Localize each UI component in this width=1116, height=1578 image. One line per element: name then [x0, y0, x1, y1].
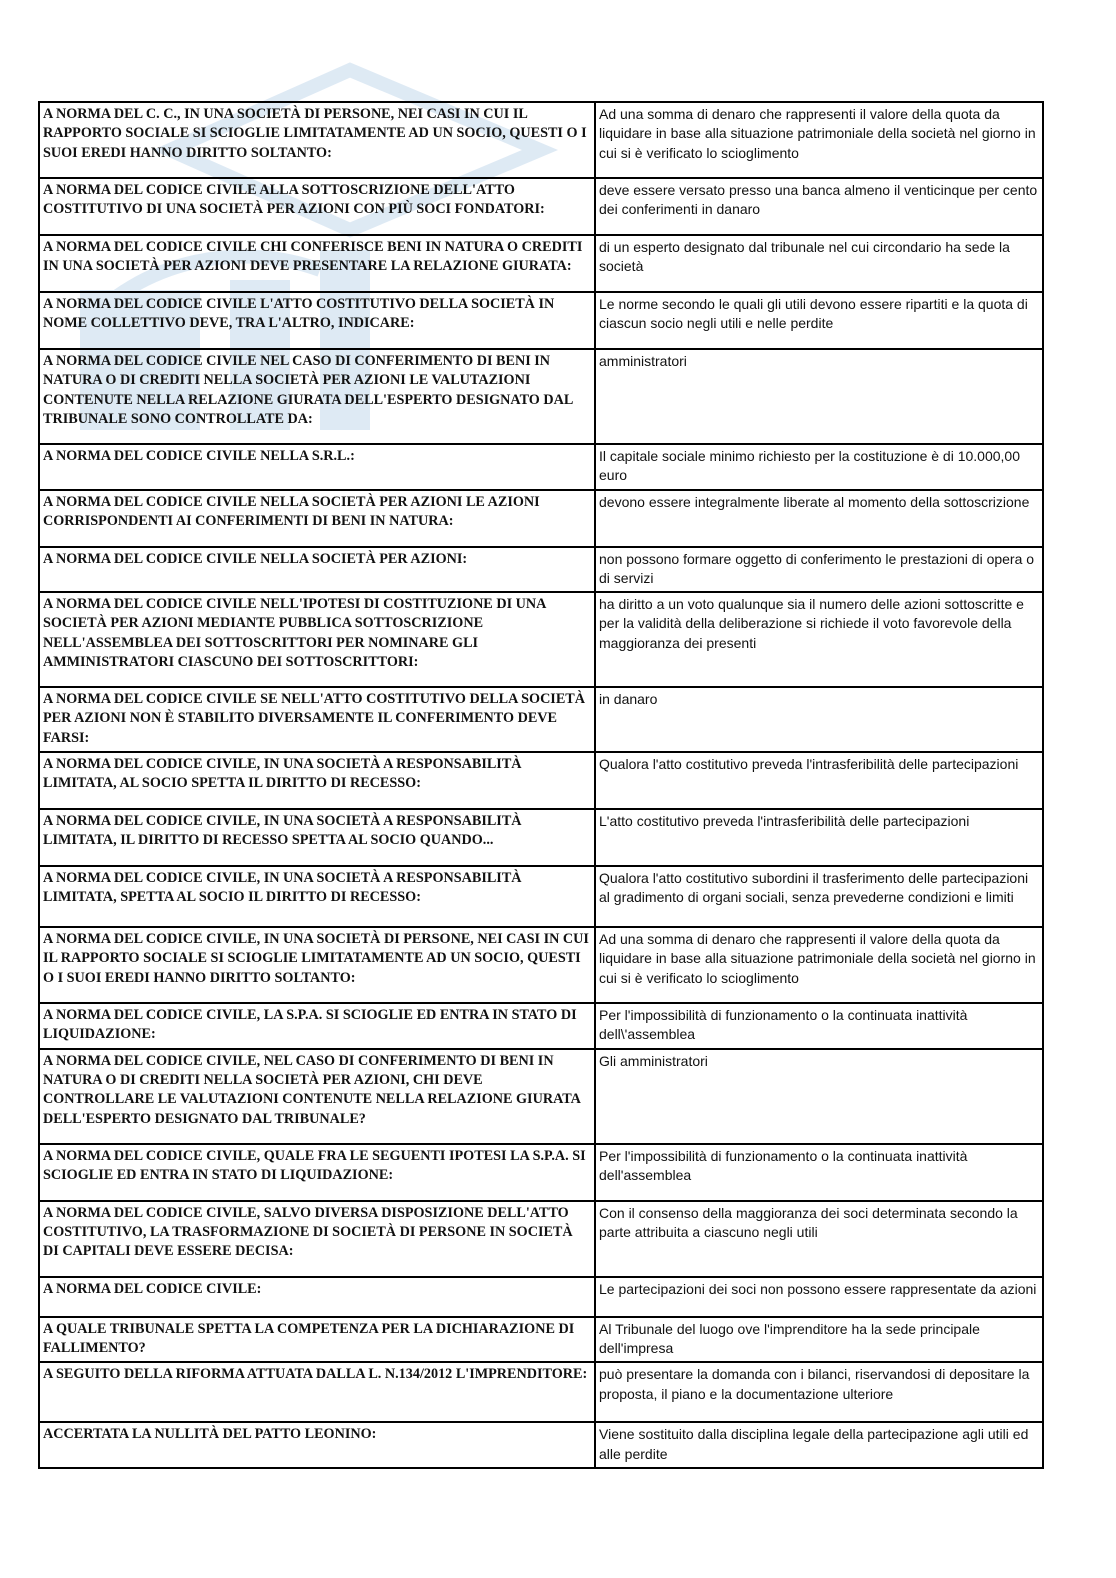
question-cell: A NORMA DEL CODICE CIVILE SE NELL'ATTO COSTITUTIVO DELLA SOCIETÀ PER AZIONI NON È STABILITO DIVERSAMENTE IL CONFERIMENTO DEVE FARSI: [39, 687, 595, 752]
question-cell: A NORMA DEL CODICE CIVILE, IN UNA SOCIETÀ A RESPONSABILITÀ LIMITATA, AL SOCIO SPETTA IL DIRITTO DI RECESSO: [39, 752, 595, 809]
answer-cell: Qualora l'atto costitutivo subordini il trasferimento delle partecipazioni al gradimento di organi sociali, senza prevederne condizioni e limiti [595, 866, 1043, 927]
question-cell: A NORMA DEL CODICE CIVILE NEL CASO DI CONFERIMENTO DI BENI IN NATURA O DI CREDITI NELLA SOCIETÀ PER AZIONI LE VALUTAZIONI CONTENUTE NELLA RELAZIONE GIURATA DELL'ESPERTO DESIGNATO DAL TRIBUNALE SONO CONTROLLATE DA: [39, 349, 595, 444]
answer-cell: Il capitale sociale minimo richiesto per la costituzione è di 10.000,00 euro [595, 444, 1043, 490]
answer-cell: non possono formare oggetto di conferimento le prestazioni di opera o di servizi [595, 547, 1043, 593]
question-cell: A NORMA DEL CODICE CIVILE: [39, 1277, 595, 1317]
question-cell: A NORMA DEL CODICE CIVILE, LA S.P.A. SI SCIOGLIE ED ENTRA IN STATO DI LIQUIDAZIONE: [39, 1003, 595, 1049]
answer-cell: Con il consenso della maggioranza dei soci determinata secondo la parte attribuita a ciascuno negli utili [595, 1201, 1043, 1277]
answer-cell: Gli amministratori [595, 1049, 1043, 1144]
question-cell: A NORMA DEL CODICE CIVILE, IN UNA SOCIETÀ A RESPONSABILITÀ LIMITATA, IL DIRITTO DI RECESSO SPETTA AL SOCIO QUANDO... [39, 809, 595, 866]
question-cell: A NORMA DEL CODICE CIVILE NELL'IPOTESI DI COSTITUZIONE DI UNA SOCIETÀ PER AZIONI MEDIANTE PUBBLICA SOTTOSCRIZIONE NELL'ASSEMBLEA DEI SOTTOSCRITTORI PER NOMINARE GLI AMMINISTRATORI CIASCUNO DEI SOTTOSCRITTORI: [39, 592, 595, 687]
table-row [39, 490, 1043, 547]
answer-cell: ha diritto a un voto qualunque sia il numero delle azioni sottoscritte e per la validità della deliberazione si richiede il voto favorevole della maggioranza dei presenti [595, 592, 1043, 687]
table-row [39, 547, 1043, 593]
table-row [39, 178, 1043, 235]
answer-cell: Qualora l'atto costitutivo preveda l'intrasferibilità delle partecipazioni [595, 752, 1043, 809]
table-row [39, 1201, 1043, 1277]
answer-cell: Le norme secondo le quali gli utili devono essere ripartiti e la quota di ciascun socio negli utili e nelle perdite [595, 292, 1043, 349]
table-row [39, 292, 1043, 349]
table-row [39, 1277, 1043, 1317]
question-cell: ACCERTATA LA NULLITÀ DEL PATTO LEONINO: [39, 1422, 595, 1468]
answer-cell: può presentare la domanda con i bilanci, riservandosi di depositare la proposta, il piano e la documentazione ulteriore [595, 1362, 1043, 1422]
question-cell: A NORMA DEL CODICE CIVILE NELLA S.R.L.: [39, 444, 595, 490]
answer-cell: deve essere versato presso una banca almeno il venticinque per cento dei conferimenti in danaro [595, 178, 1043, 235]
question-cell: A NORMA DEL CODICE CIVILE, SALVO DIVERSA DISPOSIZIONE DELL'ATTO COSTITUTIVO, LA TRASFORMAZIONE DI SOCIETÀ DI PERSONE IN SOCIETÀ DI CAPITALI DEVE ESSERE DECISA: [39, 1201, 595, 1277]
answer-cell: Al Tribunale del luogo ove l'imprenditore ha la sede principale dell'impresa [595, 1317, 1043, 1363]
table-row [39, 1144, 1043, 1201]
qa-table [38, 101, 1044, 1469]
table-row [39, 1003, 1043, 1049]
answer-cell: di un esperto designato dal tribunale nel cui circondario ha sede la società [595, 235, 1043, 292]
question-cell: A NORMA DEL CODICE CIVILE ALLA SOTTOSCRIZIONE DELL'ATTO COSTITUTIVO DI UNA SOCIETÀ PER AZIONI CON PIÙ SOCI FONDATORI: [39, 178, 595, 235]
question-cell: A SEGUITO DELLA RIFORMA ATTUATA DALLA L. N.134/2012 L'IMPRENDITORE: [39, 1362, 595, 1422]
question-cell: A NORMA DEL CODICE CIVILE L'ATTO COSTITUTIVO DELLA SOCIETÀ IN NOME COLLETTIVO DEVE, TRA L'ALTRO, INDICARE: [39, 292, 595, 349]
answer-cell: amministratori [595, 349, 1043, 444]
table-row [39, 1317, 1043, 1363]
table-row [39, 1362, 1043, 1422]
question-cell: A QUALE TRIBUNALE SPETTA LA COMPETENZA PER LA DICHIARAZIONE DI FALLIMENTO? [39, 1317, 595, 1363]
answer-cell: devono essere integralmente liberate al momento della sottoscrizione [595, 490, 1043, 547]
answer-cell: in danaro [595, 687, 1043, 752]
answer-cell: Ad una somma di denaro che rappresenti il valore della quota da liquidare in base alla situazione patrimoniale della società nel giorno in cui si è verificato lo scioglimento [595, 927, 1043, 1003]
answer-cell: Per l'impossibilità di funzionamento o la continuata inattività dell\'assemblea [595, 1003, 1043, 1049]
table-row [39, 235, 1043, 292]
answer-cell: Ad una somma di denaro che rappresenti il valore della quota da liquidare in base alla situazione patrimoniale della società nel giorno in cui si è verificato lo scioglimento [595, 102, 1043, 178]
answer-cell: Viene sostituito dalla disciplina legale della partecipazione agli utili ed alle perdite [595, 1422, 1043, 1468]
question-cell: A NORMA DEL CODICE CIVILE CHI CONFERISCE BENI IN NATURA O CREDITI IN UNA SOCIETÀ PER AZIONI DEVE PRESENTARE LA RELAZIONE GIURATA: [39, 235, 595, 292]
question-cell: A NORMA DEL CODICE CIVILE NELLA SOCIETÀ PER AZIONI: [39, 547, 595, 593]
question-cell: A NORMA DEL C. C., IN UNA SOCIETÀ DI PERSONE, NEI CASI IN CUI IL RAPPORTO SOCIALE SI SCIOGLIE LIMITATAMENTE AD UN SOCIO, QUESTI O I SUOI EREDI HANNO DIRITTO SOLTANTO: [39, 102, 595, 178]
question-cell: A NORMA DEL CODICE CIVILE, QUALE FRA LE SEGUENTI IPOTESI LA S.P.A. SI SCIOGLIE ED ENTRA IN STATO DI LIQUIDAZIONE: [39, 1144, 595, 1201]
question-cell: A NORMA DEL CODICE CIVILE, NEL CASO DI CONFERIMENTO DI BENI IN NATURA O DI CREDITI NELLA SOCIETÀ PER AZIONI, CHI DEVE CONTROLLARE LE VALUTAZIONI CONTENUTE NELLA RELAZIONE GIURATA DELL'ESPERTO DESIGNATO DAL TRIBUNALE? [39, 1049, 595, 1144]
table-row [39, 866, 1043, 927]
table-row [39, 102, 1043, 178]
table-row [39, 349, 1043, 444]
table-row [39, 809, 1043, 866]
table-row [39, 444, 1043, 490]
question-cell: A NORMA DEL CODICE CIVILE, IN UNA SOCIETÀ A RESPONSABILITÀ LIMITATA, SPETTA AL SOCIO IL DIRITTO DI RECESSO: [39, 866, 595, 927]
question-cell: A NORMA DEL CODICE CIVILE NELLA SOCIETÀ PER AZIONI LE AZIONI CORRISPONDENTI AI CONFERIMENTI DI BENI IN NATURA: [39, 490, 595, 547]
table-row [39, 592, 1043, 687]
table-row [39, 927, 1043, 1003]
table-row [39, 687, 1043, 752]
table-row [39, 1049, 1043, 1144]
answer-cell: Per l'impossibilità di funzionamento o la continuata inattività dell'assemblea [595, 1144, 1043, 1201]
answer-cell: Le partecipazioni dei soci non possono essere rappresentate da azioni [595, 1277, 1043, 1317]
question-cell: A NORMA DEL CODICE CIVILE, IN UNA SOCIETÀ DI PERSONE, NEI CASI IN CUI IL RAPPORTO SOCIALE SI SCIOGLIE LIMITATAMENTE AD UN SOCIO, QUESTI O I SUOI EREDI HANNO DIRITTO SOLTANTO: [39, 927, 595, 1003]
table-row [39, 1422, 1043, 1468]
table-row [39, 752, 1043, 809]
answer-cell: L'atto costitutivo preveda l'intrasferibilità delle partecipazioni [595, 809, 1043, 866]
